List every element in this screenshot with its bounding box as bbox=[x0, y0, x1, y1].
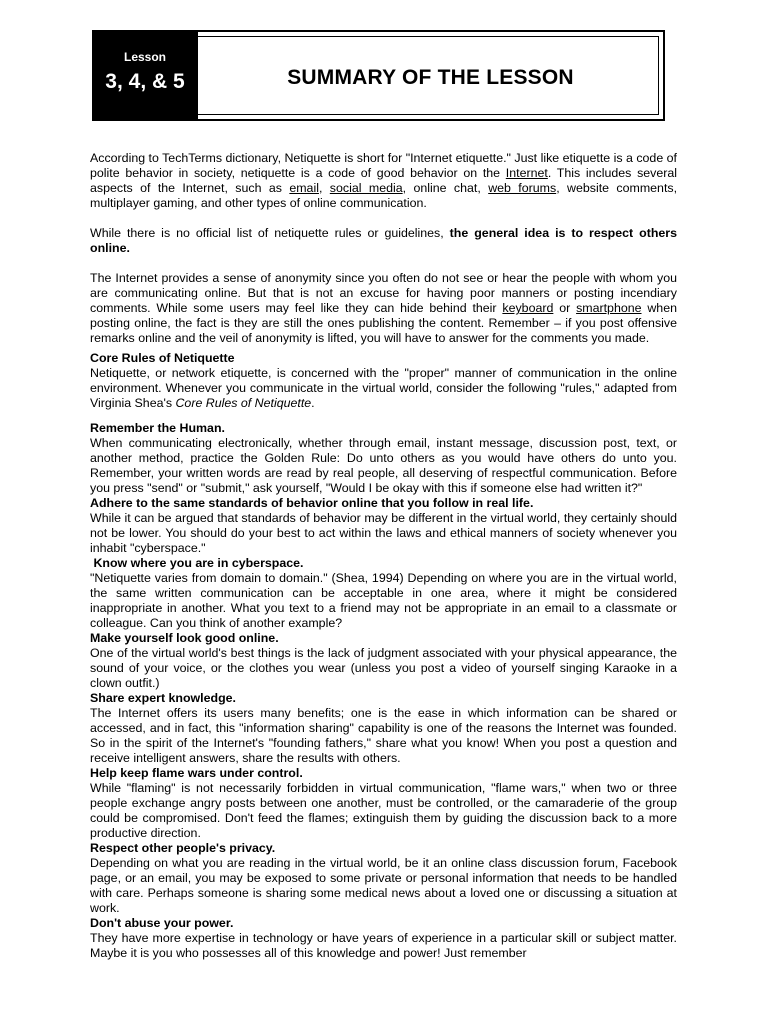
lesson-badge bbox=[92, 30, 198, 121]
intro-paragraph-1 bbox=[90, 151, 677, 211]
text: . This includes several aspects of the Internet, such as bbox=[90, 166, 678, 195]
text: Netiquette, or network etiquette, is concerned with the "proper" manner of communication in the online environment. Whenever you communicate in the virtual world, consider the following "rules," adapted from Virginia Shea's bbox=[90, 366, 677, 410]
italic-title: Core Rules of Netiquette bbox=[175, 396, 312, 410]
bold-text: the general idea is to respect others online. bbox=[90, 226, 677, 255]
rule-heading: Share expert knowledge. bbox=[90, 691, 236, 705]
text: While there is no official list of netiquette rules or guidelines, bbox=[90, 226, 450, 240]
link-social-media[interactable]: social media bbox=[329, 181, 403, 195]
lesson-label: Lesson bbox=[123, 50, 166, 64]
rule-heading: Help keep flame wars under control. bbox=[90, 766, 303, 780]
rule-heading: Remember the Human. bbox=[90, 421, 225, 435]
text: , website comments, multiplayer gaming, and other types of online communication. bbox=[90, 181, 678, 210]
lesson-banner bbox=[92, 30, 665, 121]
rule-heading: Know where you are in cyberspace. bbox=[90, 556, 304, 570]
text: , online chat, bbox=[402, 181, 489, 195]
rule-text: One of the virtual world's best things is the lack of judgment associated with your physical appearance, the sound of your voice, or the clothes you wear (unless you post a video of yourself singing Karaoke in a clown outfit.) bbox=[90, 646, 677, 690]
rule-text: The Internet offers its users many benefits; one is the ease in which information can be shared or accessed, and in fact, this "information sharing" capability is one of the reasons the Internet was founded. So in the spirit of the Internet's "founding fathers," share what you know! When you post a question and receive intelligent answers, share the results with others. bbox=[90, 706, 677, 765]
link-smartphone[interactable]: smartphone bbox=[576, 301, 642, 315]
text: or bbox=[553, 301, 577, 315]
text: According to TechTerms dictionary, Netiquette is short for "Internet etiquette." Just like etiquette is a code of polite behavior in society, netiquette is a code of good behavior on the bbox=[90, 151, 677, 180]
intro-paragraph-3 bbox=[90, 271, 677, 346]
rule-text: While "flaming" is not necessarily forbidden in virtual communication, "flame wars," when two or three people exchange angry posts between one another, must be controlled, or the camaraderie of the group could be compromised. Don't feed the flames; extinguish them by guiding the discussion back to a more productive direction. bbox=[90, 781, 677, 840]
text: , bbox=[318, 181, 330, 195]
intro-paragraph-2 bbox=[90, 226, 677, 256]
rule-text: When communicating electronically, whether through email, instant message, discussion post, text, or another method, practice the Golden Rule: Do unto others as you would have others do unto you. Remember, your written words are read by real people, all deserving of respectful communication. Before you press "send" or "submit," ask yourself, "Would I be okay with this if someone else had written it?" bbox=[90, 436, 677, 495]
rule-text: "Netiquette varies from domain to domain." (Shea, 1994) Depending on where you are in the virtual world, the same written communication can be acceptable in one area, where it might be considered inappropriate in another. What you text to a friend may not be appropriate in an email to a classmate or colleague. Can you think of another example? bbox=[90, 571, 677, 630]
rule-heading: Respect other people's privacy. bbox=[90, 841, 276, 855]
rule-text: Depending on what you are reading in the virtual world, be it an online class discussion forum, Facebook page, or an email, you may be exposed to some private or personal information that needs to be handled with care. Perhaps someone is sharing some medical news about a loved one or discussing a situation at work. bbox=[90, 856, 677, 915]
lesson-number: 3, 4, & 5 bbox=[105, 70, 185, 93]
page-title: SUMMARY OF THE LESSON bbox=[287, 66, 574, 89]
rule-heading: Don't abuse your power. bbox=[90, 916, 234, 930]
link-web-forums[interactable]: web forums bbox=[488, 181, 557, 195]
text: when posting online, the fact is they are still the ones publishing the content. Remember – if you post offensive remarks online and the veil of anonymity is lifted, you will have to answer for the comments you made. bbox=[90, 301, 677, 345]
rule-heading: Adhere to the same standards of behavior online that you follow in real life. bbox=[90, 496, 534, 510]
document-body bbox=[90, 151, 677, 961]
text: The Internet provides a sense of anonymity since you often do not see or hear the people with whom you are communicating online. But that is not an excuse for having poor manners or posting incendiary comments. While some users may feel like they can hide behind their bbox=[90, 271, 677, 315]
link-keyboard[interactable]: keyboard bbox=[502, 301, 554, 315]
rule-heading: Make yourself look good online. bbox=[90, 631, 279, 645]
rule-text: They have more expertise in technology or have years of experience in a particular skill or subject matter. Maybe it is you who possesses all of this knowledge and power! Just remember bbox=[90, 931, 677, 960]
rule-text: While it can be argued that standards of behavior may be different in the virtual world, they certainly should not be lower. You should do your best to act within the laws and ethical manners of society whenever you inhabit "cyberspace." bbox=[90, 511, 677, 555]
text: . bbox=[311, 396, 315, 410]
core-rules-paragraph bbox=[90, 366, 677, 411]
link-internet[interactable]: Internet bbox=[505, 166, 548, 180]
link-email[interactable]: email bbox=[289, 181, 319, 195]
section-heading: Core Rules of Netiquette bbox=[90, 351, 235, 365]
